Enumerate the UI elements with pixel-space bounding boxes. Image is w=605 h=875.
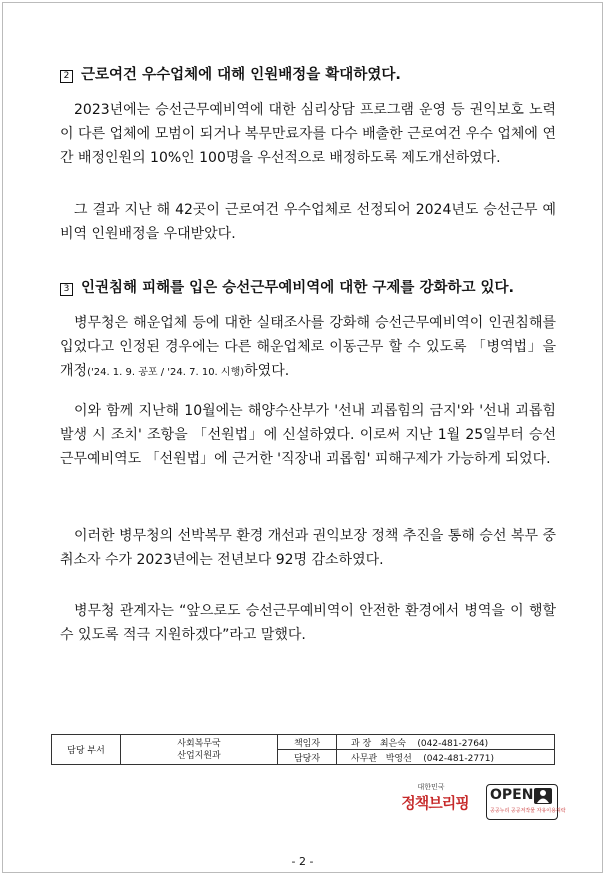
- law-date-note: ('24. 1. 9. 공포 / '24. 7. 10. 시행): [87, 367, 245, 378]
- section-number-box: 3: [60, 283, 73, 296]
- dept-name-cell: 사회복무국 산업지원과: [121, 735, 278, 765]
- section-2-paragraph-1: 2023년에는 승선근무예비역에 대한 심리상담 프로그램 운영 등 권익보호 노력이 다른 업체에 모범이 되거나 복무만료자를 다수 배출한 근로여건 우수 업체에 연간 배정인원의 10%인 100명을 우선적으로 배정하도록 제도개선하였다.: [60, 102, 556, 166]
- section-2-title: 근로여건 우수업체에 대해 인원배정을 확대하였다.: [81, 67, 401, 83]
- dept-label-cell: 담당 부서: [52, 735, 121, 765]
- policy-briefing-logo: 대한민국 정책브리핑: [401, 783, 469, 812]
- section-3-paragraph-2: 이와 함께 지난해 10월에는 해양수산부가 '선내 괴롭힘의 금지'와 '선내 괴롭힘 발생 시 조치' 조항을 「선원법」에 신설하였다. 이로써 지난 1월 25일부터 승선근무예비역도 「선원법」에 근거한 '직장내 괴롭힘' 피해구제가 가능하게 되었다.: [60, 403, 556, 467]
- person-cell: 사무관 박영선 (042-481-2771): [337, 750, 555, 765]
- section-number-box: 2: [60, 70, 73, 83]
- role-cell: 담당자: [278, 750, 337, 765]
- section-3-paragraph-4: 병무청 관계자는 “앞으로도 승선근무예비역이 안전한 환경에서 병역을 이 행할 수 있도록 적극 지원하겠다”라고 말했다.: [60, 603, 556, 643]
- role-cell: 책임자: [278, 735, 337, 750]
- kogl-open-logo: OPEN 공공누리 공공저작물 자유이용허락: [486, 784, 558, 820]
- person-icon: [534, 788, 552, 804]
- paragraph-text: 병무청은 해운업체 등에 대한 실태조사를 강화해 승선근무예비역이 인권침해를 입었다고 인정된 경우에는 다른 해운업체로 이동근무 할 수 있도록 「병역법」을 개정: [60, 315, 556, 379]
- section-2-paragraph-2: 그 결과 지난 해 42곳이 근로여건 우수업체로 선정되어 2024년도 승선근무 예비역 인원배정을 우대받았다.: [60, 202, 556, 242]
- section-3-title: 인권침해 피해를 입은 승선근무예비역에 대한 구제를 강화하고 있다.: [81, 280, 515, 296]
- person-cell: 과 장 최은숙 (042-481-2764): [337, 735, 555, 750]
- section-3-paragraph-1: [60, 311, 556, 385]
- page-number: - 2 -: [291, 855, 314, 868]
- contact-table: [51, 734, 555, 765]
- section-3-heading: [60, 276, 514, 297]
- section-2-heading: [60, 63, 401, 84]
- paragraph-text-end: 하였다.: [244, 363, 290, 379]
- section-3-paragraph-3: 이러한 병무청의 선박복무 환경 개선과 권익보장 정책 추진을 통해 승선 복무 중 취소자 수가 2023년에는 전년보다 92명 감소하였다.: [60, 528, 556, 568]
